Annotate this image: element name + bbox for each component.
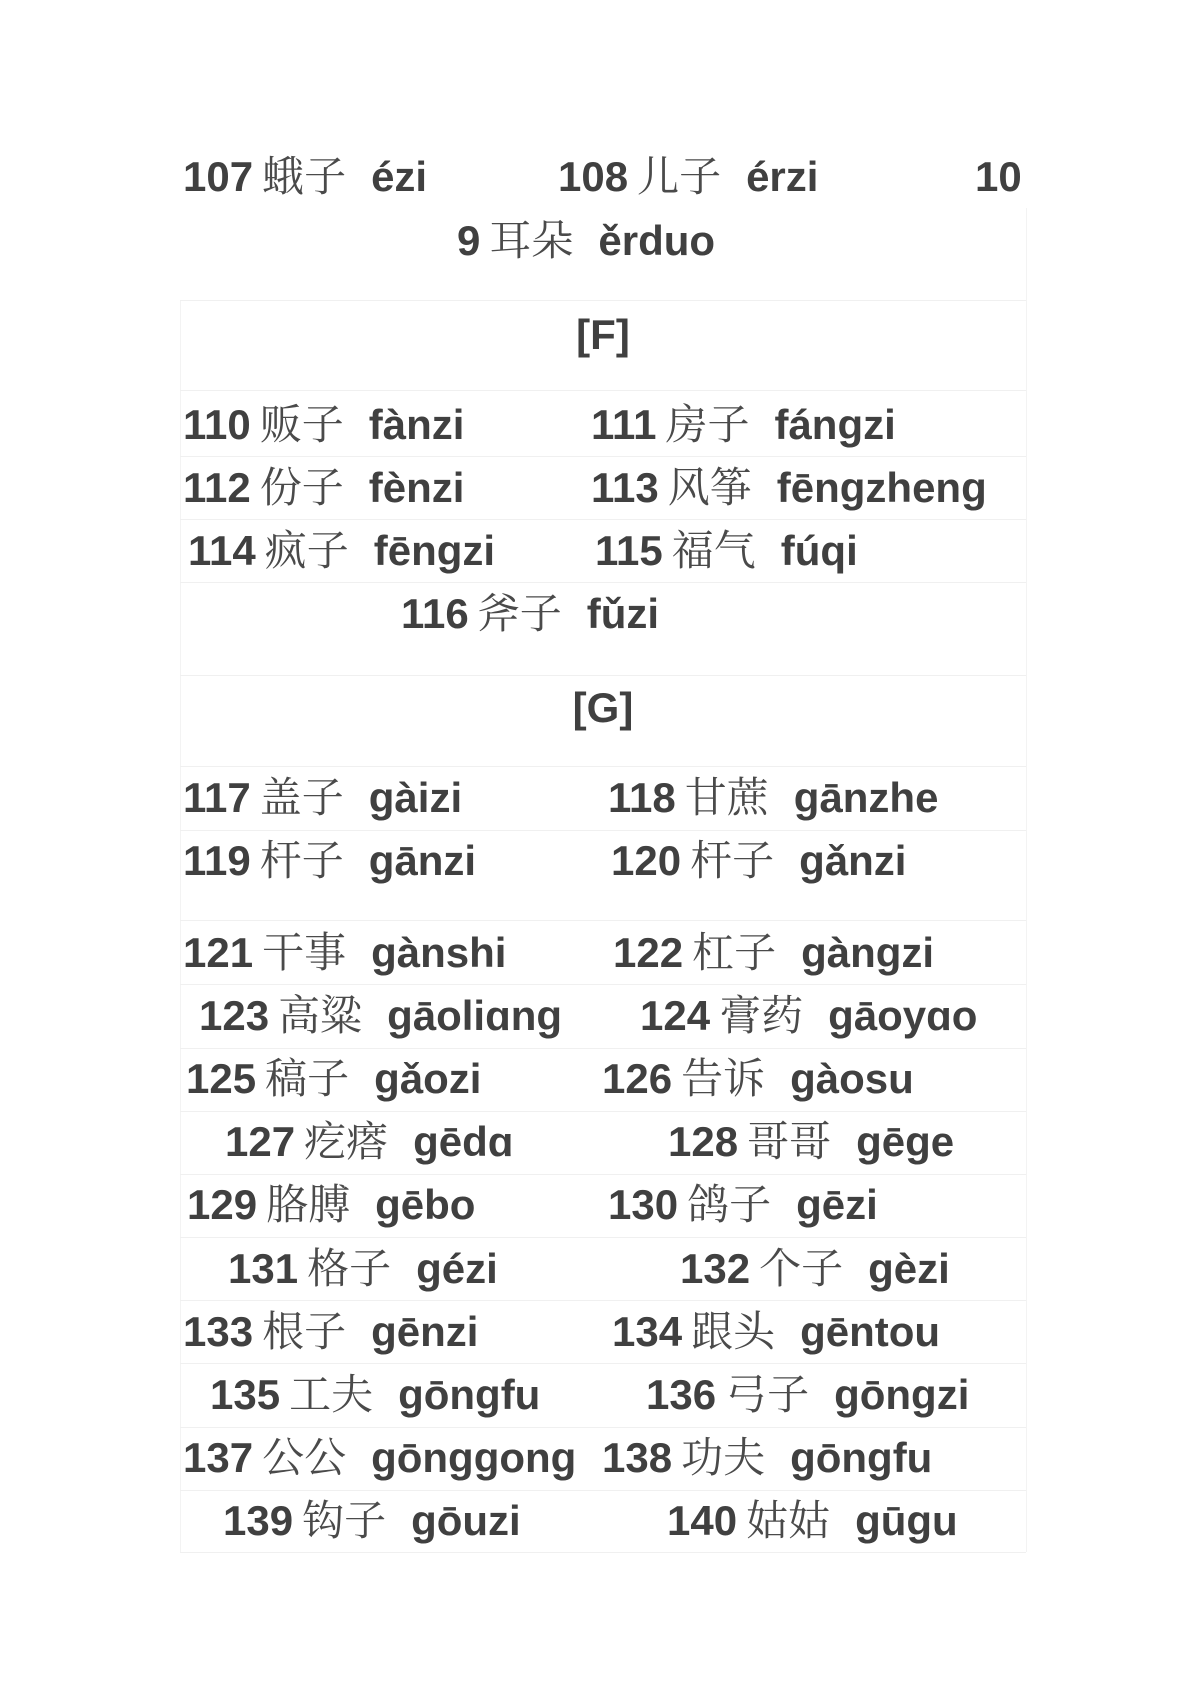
word-entry <box>640 991 977 1041</box>
entry-number: 118 <box>608 774 676 821</box>
entry-pinyin: ɡēzi <box>796 1181 878 1228</box>
entry-pinyin: ézi <box>371 153 428 200</box>
entry-number: 10 <box>975 153 1022 200</box>
entry-pinyin: ɡūɡu <box>855 1497 958 1544</box>
word-entry <box>199 991 562 1041</box>
word-entry <box>187 1180 475 1230</box>
entry-pinyin: ɡāoyɑo <box>828 992 978 1039</box>
word-entry <box>613 928 934 978</box>
row-divider <box>180 1552 1026 1553</box>
entry-hanzi: 鸽子 <box>687 1180 772 1229</box>
entry-hanzi: 功夫 <box>681 1433 766 1482</box>
entry-pinyin: fúqi <box>780 527 858 574</box>
entry-hanzi: 格子 <box>307 1244 392 1293</box>
table-rule-right <box>1026 208 1027 1552</box>
entry-hanzi: 杆子 <box>690 836 775 885</box>
entry-hanzi: 疯子 <box>264 526 349 575</box>
row-divider <box>180 766 1026 767</box>
entry-pinyin: ɡàosu <box>790 1055 914 1102</box>
word-entry <box>183 1307 478 1357</box>
word-entry <box>608 1180 878 1230</box>
entry-pinyin: fánɡzi <box>774 401 896 448</box>
entry-hanzi: 告诉 <box>681 1054 766 1103</box>
entry-number: 110 <box>183 401 251 448</box>
row-divider <box>180 1490 1026 1491</box>
entry-number: 133 <box>183 1308 254 1355</box>
entry-pinyin: ɡōnɡfu <box>398 1371 541 1418</box>
entry-hanzi: 耳朵 <box>489 216 574 265</box>
entry-pinyin: ɡēbo <box>375 1181 476 1228</box>
word-entry <box>186 1054 481 1104</box>
section-heading-g: [G] <box>572 684 634 731</box>
entry-pinyin: ɡāoliɑnɡ <box>387 992 563 1039</box>
entry-number: 117 <box>183 774 251 821</box>
entry-number: 111 <box>591 401 657 448</box>
entry-number: 112 <box>183 464 251 511</box>
entry-hanzi: 弓子 <box>725 1370 810 1419</box>
entry-number: 120 <box>611 837 682 884</box>
row-divider <box>180 300 1026 301</box>
entry-number: 132 <box>680 1245 751 1292</box>
entry-pinyin: ɡānzi <box>368 837 477 884</box>
entry-pinyin: ɡēntou <box>800 1308 941 1355</box>
entry-hanzi: 疙瘩 <box>304 1117 389 1166</box>
entry-hanzi: 斧子 <box>477 589 562 638</box>
entry-hanzi: 贩子 <box>259 400 344 449</box>
entry-number: 113 <box>591 464 659 511</box>
entry-number: 114 <box>188 527 256 574</box>
word-entry <box>188 526 495 576</box>
entry-pinyin: fǔzi <box>586 590 660 637</box>
entry-number: 138 <box>602 1434 673 1481</box>
word-entry <box>668 1117 954 1167</box>
word-entry <box>183 773 462 823</box>
word-entry <box>183 400 464 450</box>
entry-number: 139 <box>223 1497 294 1544</box>
row-divider <box>180 675 1026 676</box>
row-divider <box>180 456 1026 457</box>
entry-number: 116 <box>401 590 469 637</box>
entry-pinyin: ɡōuzi <box>411 1497 521 1544</box>
row-divider <box>180 1300 1026 1301</box>
word-entry <box>183 1433 576 1483</box>
entry-hanzi: 膏药 <box>719 991 804 1040</box>
row-divider <box>180 920 1026 921</box>
entry-hanzi: 公公 <box>262 1433 347 1482</box>
entry-number: 136 <box>646 1371 717 1418</box>
entry-number: 129 <box>187 1181 258 1228</box>
row-divider <box>180 519 1026 520</box>
entry-number: 135 <box>210 1371 281 1418</box>
entry-pinyin: ɡēdɑ <box>413 1118 514 1165</box>
entry-pinyin: ɡōnɡzi <box>834 1371 970 1418</box>
row-divider <box>180 1174 1026 1175</box>
word-entry <box>608 773 938 823</box>
entry-number: 134 <box>612 1308 683 1355</box>
section-heading-f: [F] <box>576 311 630 358</box>
entry-hanzi: 杠子 <box>692 928 777 977</box>
table-rule-left <box>180 300 181 1552</box>
entry-number: 137 <box>183 1434 254 1481</box>
entry-number: 123 <box>199 992 270 1039</box>
entry-hanzi: 哥哥 <box>747 1117 832 1166</box>
row-divider <box>180 1427 1026 1428</box>
word-entry <box>183 836 476 886</box>
word-entry <box>591 463 987 513</box>
row-divider <box>180 390 1026 391</box>
word-entry <box>612 1307 940 1357</box>
word-entry <box>591 400 896 450</box>
entry-pinyin: ɡǎozi <box>374 1055 482 1102</box>
entry-hanzi: 工夫 <box>289 1370 374 1419</box>
entry-pinyin: ɡèzi <box>868 1245 950 1292</box>
word-entry <box>223 1496 521 1546</box>
entry-hanzi: 稿子 <box>265 1054 350 1103</box>
entry-number: 127 <box>225 1118 296 1165</box>
entry-number: 119 <box>183 837 251 884</box>
entry-pinyin: érzi <box>746 153 819 200</box>
entry-pinyin: ɡānzhe <box>793 774 939 821</box>
entry-hanzi: 个子 <box>759 1244 844 1293</box>
entry-number: 107 <box>183 153 254 200</box>
entry-pinyin: ɡōnɡfu <box>790 1434 933 1481</box>
word-entry <box>602 1054 914 1104</box>
entry-hanzi: 福气 <box>671 526 756 575</box>
entry-hanzi: 高粱 <box>278 991 363 1040</box>
entry-hanzi: 份子 <box>259 463 344 512</box>
entry-pinyin: ɡàizi <box>368 774 463 821</box>
entry-hanzi: 房子 <box>665 400 750 449</box>
entry-number: 122 <box>613 929 684 976</box>
row-divider <box>180 1111 1026 1112</box>
row-divider <box>180 1363 1026 1364</box>
entry-number: 130 <box>608 1181 679 1228</box>
row-divider <box>180 582 1026 583</box>
row-divider <box>180 984 1026 985</box>
word-entry <box>183 463 464 513</box>
entry-hanzi: 姑姑 <box>746 1496 831 1545</box>
entry-number: 140 <box>667 1497 738 1544</box>
word-entry <box>646 1370 969 1420</box>
word-entry <box>183 928 506 978</box>
entry-number: 125 <box>186 1055 257 1102</box>
word-entry <box>210 1370 540 1420</box>
entry-hanzi: 干事 <box>262 928 347 977</box>
entry-hanzi: 儿子 <box>637 152 722 201</box>
word-entry <box>558 152 818 202</box>
entry-hanzi: 胳膊 <box>266 1180 351 1229</box>
entry-number: 115 <box>595 527 663 574</box>
entry-pinyin: fànzi <box>368 401 465 448</box>
entry-number: 124 <box>640 992 711 1039</box>
entry-hanzi: 风筝 <box>667 463 752 512</box>
entry-pinyin: fènzi <box>368 464 465 511</box>
word-entry <box>611 836 906 886</box>
word-entry <box>225 1117 513 1167</box>
word-entry-wrapped-number <box>975 152 1031 202</box>
row-divider <box>180 830 1026 831</box>
entry-pinyin: ěrduo <box>598 217 716 264</box>
entry-pinyin: ɡēnzi <box>371 1308 479 1355</box>
entry-hanzi: 甘蔗 <box>684 773 769 822</box>
entry-number: 126 <box>602 1055 673 1102</box>
entry-hanzi: 杆子 <box>259 836 344 885</box>
entry-pinyin: ɡǎnzi <box>799 837 907 884</box>
entry-pinyin: fēnɡzi <box>373 527 496 574</box>
word-entry <box>401 589 659 639</box>
entry-hanzi: 根子 <box>262 1307 347 1356</box>
entry-number: 9 <box>457 217 481 264</box>
word-entry <box>595 526 858 576</box>
entry-number: 128 <box>668 1118 739 1165</box>
entry-number: 131 <box>228 1245 299 1292</box>
word-entry <box>183 152 427 202</box>
word-entry <box>680 1244 950 1294</box>
entry-number: 121 <box>183 929 254 976</box>
entry-hanzi: 盖子 <box>259 773 344 822</box>
row-divider <box>180 1237 1026 1238</box>
entry-hanzi: 钩子 <box>302 1496 387 1545</box>
word-entry <box>667 1496 958 1546</box>
entry-pinyin: ɡēɡe <box>856 1118 955 1165</box>
word-entry <box>602 1433 932 1483</box>
entry-pinyin: fēnɡzhenɡ <box>776 464 987 511</box>
word-entry <box>457 216 715 266</box>
entry-pinyin: ɡànɡzi <box>801 929 935 976</box>
entry-hanzi: 蛾子 <box>262 152 347 201</box>
row-divider <box>180 1048 1026 1049</box>
entry-pinyin: ɡànshi <box>371 929 507 976</box>
entry-number: 108 <box>558 153 629 200</box>
word-entry <box>228 1244 498 1294</box>
entry-pinyin: ɡōnɡɡonɡ <box>371 1434 577 1481</box>
entry-hanzi: 跟头 <box>691 1307 776 1356</box>
entry-pinyin: ɡézi <box>416 1245 498 1292</box>
